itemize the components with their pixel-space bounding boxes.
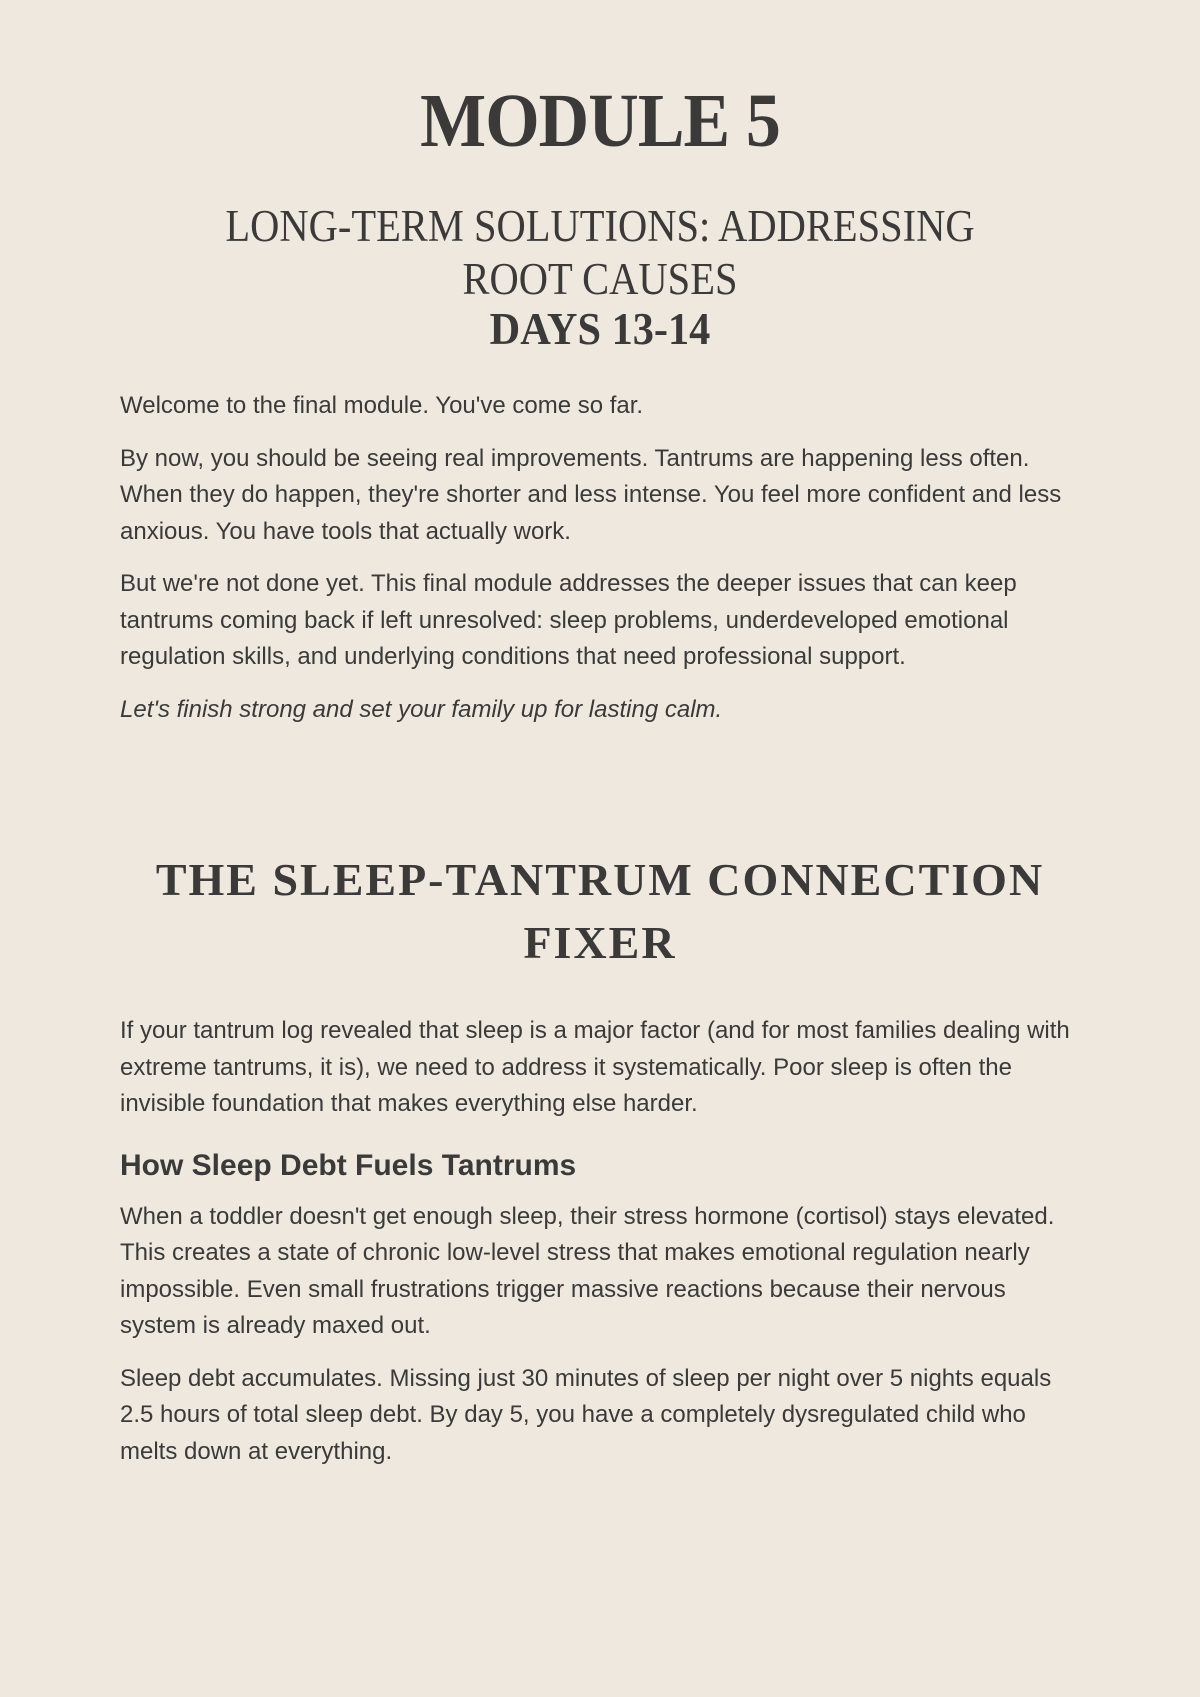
intro-closing: Let's finish strong and set your family up for lasting calm. xyxy=(120,695,723,723)
intro-paragraph: But we're not done yet. This final module addresses the deeper issues that can keep tantrums coming back if left unresolved: sleep problems, underdeveloped emotional regulation skills, and underlying conditions that need professional support. xyxy=(120,570,1017,670)
section-paragraph: When a toddler doesn't get enough sleep, their stress hormone (cortisol) stays elevated. This creates a state of chronic low-level stress that makes emotional regulation nearly impossible. Even small frustrations trigger massive reactions because their nervous system is already maxed out. xyxy=(120,1202,1055,1339)
module-days: DAYS 13-14 xyxy=(489,303,711,354)
intro-paragraph: Welcome to the final module. You've come so far. xyxy=(120,392,644,419)
sleep-section xyxy=(120,1013,1080,1486)
module-subtitle: LONG-TERM SOLUTIONS: ADDRESSING ROOT CAUSES xyxy=(225,201,975,304)
module-title: MODULE 5 xyxy=(420,79,780,163)
section-title: THE SLEEP-TANTRUM CONNECTION FIXER xyxy=(155,854,1045,968)
section-subheading: How Sleep Debt Fuels Tantrums xyxy=(120,1148,577,1182)
section-paragraph: Sleep debt accumulates. Missing just 30 minutes of sleep per night over 5 nights equals 2.5 hours of total sleep debt. By day 5, you have a completely dysregulated child who melts down at everything. xyxy=(120,1364,1052,1465)
intro-paragraph: By now, you should be seeing real improvements. Tantrums are happening less often. When they do happen, they're shorter and less intense. You feel more confident and less anxious. You have tools that actually work. xyxy=(120,444,1062,545)
intro-section xyxy=(120,388,1080,744)
section-intro: If your tantrum log revealed that sleep is a major factor (and for most families dealing with extreme tantrums, it is), we need to address it systematically. Poor sleep is often the invisible foundation that makes everything else harder. xyxy=(120,1017,1070,1117)
